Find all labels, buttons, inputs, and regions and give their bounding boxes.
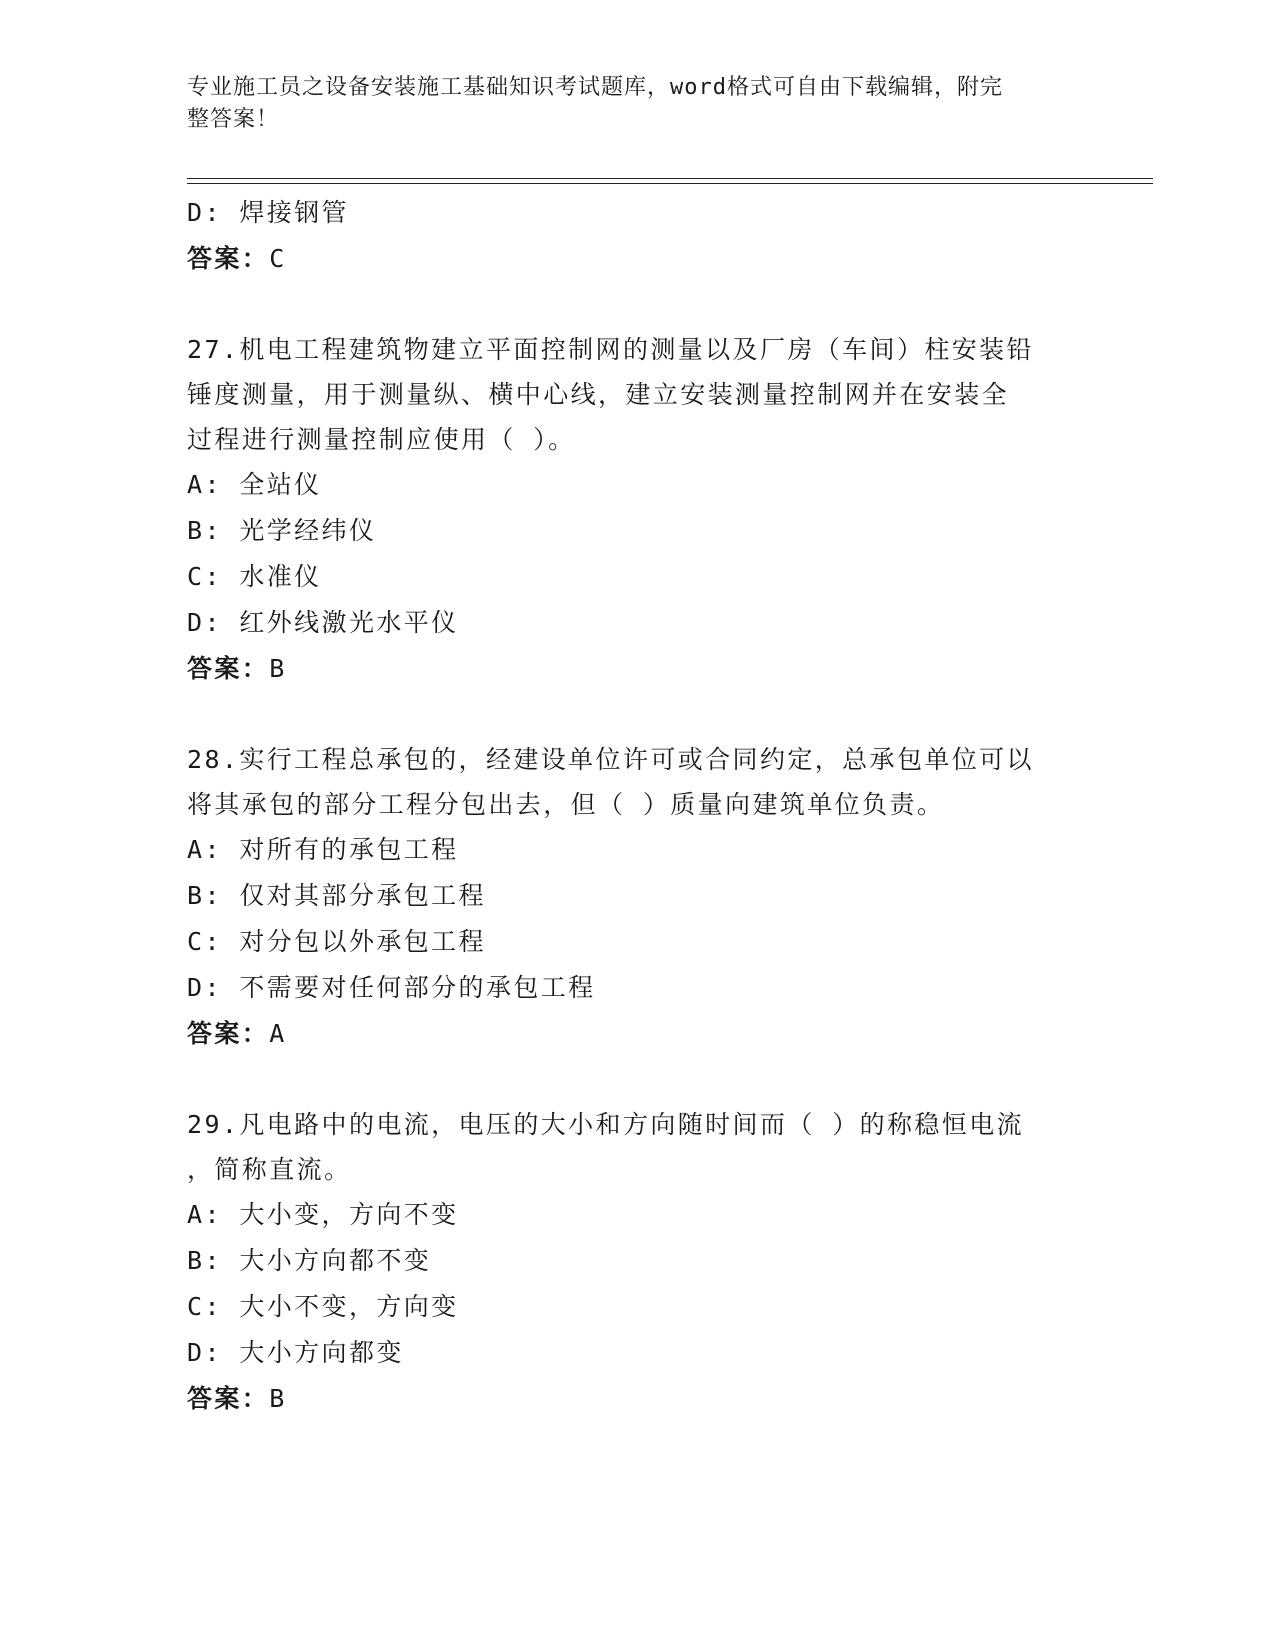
question-28 (187, 737, 1087, 1057)
answer-line (187, 646, 1087, 692)
option-c: C: 水准仪 (187, 562, 322, 591)
header-divider-top (187, 178, 1153, 179)
answer-label: 答案： (187, 1384, 270, 1413)
stem-line: 27.机电工程建筑物建立平面控制网的测量以及厂房（车间）柱安装铅 (187, 335, 1034, 364)
option-b: B: 仅对其部分承包工程 (187, 881, 486, 910)
stem-line: 29.凡电路中的电流，电压的大小和方向随时间而（ ）的称稳恒电流 (187, 1110, 1025, 1139)
stem-line: 锤度测量，用于测量纵、横中心线，建立安装测量控制网并在安装全 (187, 380, 1010, 409)
option-b: B: 光学经纬仪 (187, 516, 377, 545)
answer-line (187, 236, 1087, 282)
option-a: A: 大小变，方向不变 (187, 1200, 459, 1229)
answer-line (187, 1376, 1087, 1422)
option-d: D: 焊接钢管 (187, 198, 349, 227)
answer-line (187, 1011, 1087, 1057)
option-a: A: 全站仪 (187, 470, 322, 499)
header-line-1: 专业施工员之设备安装施工基础知识考试题库，word格式可自由下载编辑，附完 (187, 75, 1003, 100)
question-spacer (187, 282, 1087, 327)
question-29 (187, 1102, 1087, 1422)
answer-value: A (269, 1019, 287, 1048)
option-a: A: 对所有的承包工程 (187, 835, 459, 864)
header-divider-bottom (187, 183, 1153, 184)
answer-label: 答案： (187, 244, 270, 273)
question-26-tail (187, 190, 1087, 282)
document-header (187, 72, 1067, 136)
answer-label: 答案： (187, 1019, 270, 1048)
stem-line: 28.实行工程总承包的，经建设单位许可或合同约定，总承包单位可以 (187, 745, 1034, 774)
question-stem (187, 737, 1087, 827)
answer-label: 答案： (187, 654, 270, 683)
question-spacer (187, 1057, 1087, 1102)
header-line-2: 整答案！ (187, 107, 280, 132)
question-spacer (187, 692, 1087, 737)
question-27 (187, 327, 1087, 692)
stem-line: 过程进行测量控制应使用（ ）。 (187, 425, 576, 454)
option-c: C: 对分包以外承包工程 (187, 927, 486, 956)
answer-value: B (269, 1384, 287, 1413)
stem-line: 将其承包的部分工程分包出去，但（ ）质量向建筑单位负责。 (187, 790, 945, 819)
answer-value: B (269, 654, 287, 683)
question-stem (187, 1102, 1087, 1192)
option-b: B: 大小方向都不变 (187, 1246, 432, 1275)
question-stem (187, 327, 1087, 462)
stem-line: ，简称直流。 (187, 1155, 352, 1184)
option-c: C: 大小不变，方向变 (187, 1292, 459, 1321)
answer-value: C (269, 244, 287, 273)
option-d: D: 不需要对任何部分的承包工程 (187, 973, 596, 1002)
option-d: D: 大小方向都变 (187, 1338, 404, 1367)
option-d: D: 红外线激光水平仪 (187, 608, 459, 637)
question-list (187, 190, 1087, 1422)
